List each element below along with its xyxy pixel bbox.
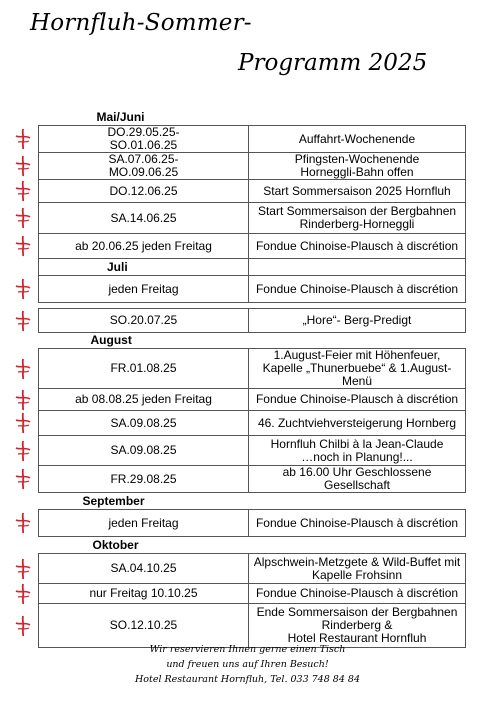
row-date: SO.20.07.25 — [39, 309, 249, 333]
row-date: FR.29.08.25 — [39, 466, 249, 493]
footer-line-2: und freuen uns auf Ihren Besuch! — [166, 659, 329, 670]
row-event: Fondue Chinoise-Plausch à discrétion — [249, 389, 466, 411]
month-label: September — [82, 493, 145, 508]
row-event: Auffahrt-Wochenende — [249, 126, 466, 153]
row-event: Hornfluh Chilbi à la Jean-Claude …noch in Planung!... — [249, 436, 466, 466]
row-date: DO.29.05.25- SO.01.06.25 — [39, 126, 249, 153]
month-header-august — [39, 333, 466, 349]
red-flourish-icon — [14, 389, 32, 411]
red-flourish-icon — [14, 310, 32, 332]
program-table — [38, 110, 466, 648]
row-event: 1.August-Feier mit Höhenfeuer, Kapelle „Thunerbuebe“ & 1.August-Menü — [249, 349, 466, 389]
row-date: SO.12.10.25 — [39, 604, 249, 648]
month-label: Oktober — [92, 537, 139, 552]
row-date: nur Freitag 10.10.25 — [39, 584, 249, 604]
month-header-oktober — [39, 537, 466, 554]
row-event: 46. Zuchtviehversteigerung Hornberg — [249, 411, 466, 436]
red-flourish-icon — [14, 615, 32, 637]
row-date: SA.04.10.25 — [39, 554, 249, 584]
table-row — [39, 180, 466, 203]
table-row — [39, 234, 466, 259]
row-date: ab 08.08.25 jeden Freitag — [39, 389, 249, 411]
red-flourish-icon — [14, 512, 32, 534]
row-event: Start Sommersaison 2025 Hornfluh — [249, 180, 466, 203]
row-event: ab 16.00 Uhr Geschlossene Gesellschaft — [249, 466, 466, 493]
row-date: ab 20.06.25 jeden Freitag — [39, 234, 249, 259]
row-event: Fondue Chinoise-Plausch à discrétion — [249, 276, 466, 303]
title-line-2: Programm 2025 — [238, 50, 428, 76]
red-flourish-icon — [14, 468, 32, 490]
month-header-mai-juni — [39, 110, 466, 126]
red-flourish-icon — [14, 128, 32, 150]
footer-line-1: Wir reservieren Ihnen gerne einen Tisch — [149, 644, 346, 655]
red-flourish-icon — [14, 558, 32, 580]
table-row — [39, 126, 466, 153]
red-flourish-icon — [14, 207, 32, 229]
table-row — [39, 411, 466, 436]
row-event: Pfingsten-Wochenende Horneggli-Bahn offen — [249, 153, 466, 180]
red-flourish-icon — [14, 358, 32, 380]
table-row — [39, 510, 466, 537]
table-row — [39, 309, 466, 333]
row-event: Alpschwein-Metzgete & Wild-Buffet mit Kapelle Frohsinn — [249, 554, 466, 584]
footer-line-3: Hotel Restaurant Hornfluh, Tel. 033 748 84 84 — [135, 674, 360, 685]
row-date: FR.01.08.25 — [39, 349, 249, 389]
row-date: SA.07.06.25- MO.09.06.25 — [39, 153, 249, 180]
table-row — [39, 466, 466, 493]
row-date: DO.12.06.25 — [39, 180, 249, 203]
row-event: Fondue Chinoise-Plausch à discrétion — [249, 584, 466, 604]
table-row — [39, 604, 466, 648]
month-label: August — [90, 333, 132, 347]
table-row — [39, 584, 466, 604]
row-event: Fondue Chinoise-Plausch à discrétion — [249, 234, 466, 259]
table-row — [39, 554, 466, 584]
title-line-1: Hornfluh-Sommer- — [30, 10, 252, 36]
row-date: jeden Freitag — [39, 276, 249, 303]
red-flourish-icon — [14, 235, 32, 257]
month-header-september — [39, 493, 466, 510]
month-header-juli — [39, 259, 466, 276]
table-row — [39, 153, 466, 180]
red-flourish-icon — [14, 583, 32, 605]
table-row — [39, 436, 466, 466]
row-date: SA.14.06.25 — [39, 203, 249, 234]
row-event: Start Sommersaison der Bergbahnen Rinderberg-Horneggli — [249, 203, 466, 234]
red-flourish-icon — [14, 412, 32, 434]
month-label: Mai/Juni — [96, 110, 145, 124]
row-date: SA.09.08.25 — [39, 436, 249, 466]
table-row — [39, 203, 466, 234]
row-date: jeden Freitag — [39, 510, 249, 537]
row-date: SA.09.08.25 — [39, 411, 249, 436]
row-event: Ende Sommersaison der Bergbahnen Rinderberg & Hotel Restaurant Hornfluh — [249, 604, 466, 648]
table-row — [39, 389, 466, 411]
red-flourish-icon — [14, 180, 32, 202]
month-label: Juli — [39, 259, 249, 276]
red-flourish-icon — [14, 440, 32, 462]
table-row — [39, 276, 466, 303]
row-event: Fondue Chinoise-Plausch à discrétion — [249, 510, 466, 537]
table-row — [39, 349, 466, 389]
row-event: „Hore“- Berg-Predigt — [249, 309, 466, 333]
red-flourish-icon — [14, 278, 32, 300]
red-flourish-icon — [14, 155, 32, 177]
